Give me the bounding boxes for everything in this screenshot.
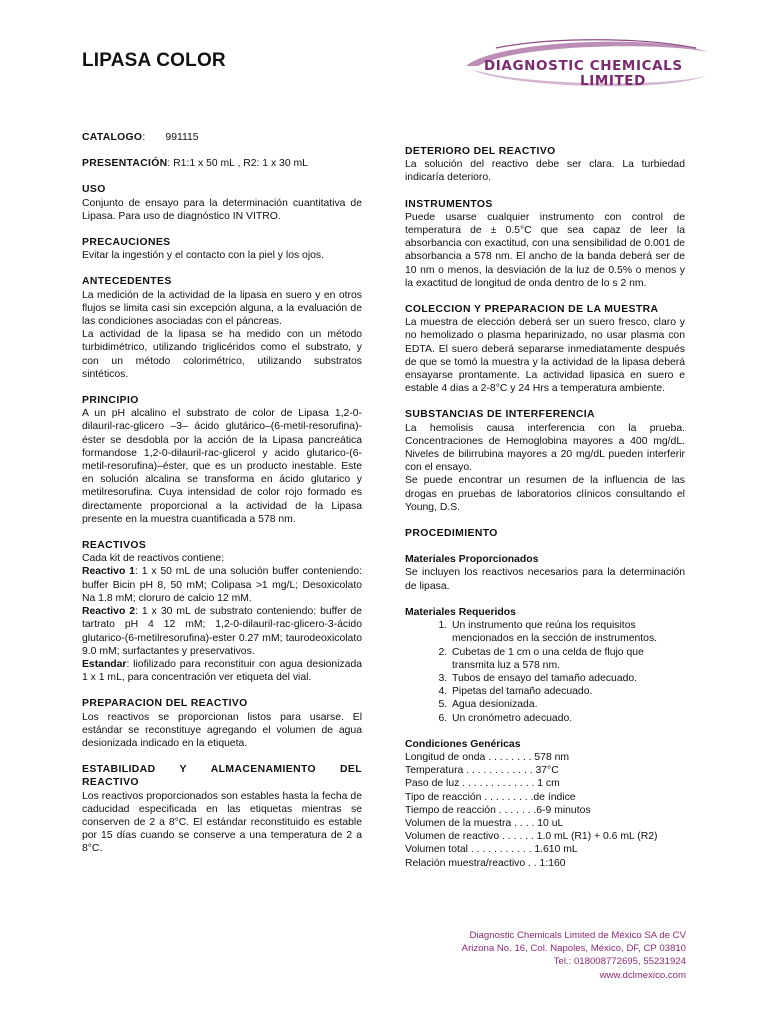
logo-text-line1: DIAGNOSTIC CHEMICALS [484, 58, 683, 74]
reactivo-2-label: Reactivo 2 [82, 606, 136, 618]
estandar-item [82, 658, 362, 684]
condition-row: Temperatura . . . . . . . . . . . . 37°C [405, 765, 559, 777]
instrumentos-text: Puede usarse cualquier instrumento con control de temperatura de ± 0.5°C que sea capaz de leer la absorbancia con exactitud, con una sensibilidad de 0.001 de absorbancia a 578 nm. El ancho de la banda deberá ser de 10 nm o menos, la desviación de la luz de 0.5% o menos y la exactitud de longitud de onda dentro de lo s 2 nm. [405, 211, 685, 289]
list-item: 2. Cubetas de 1 cm o una celda de flujo que transmita luz a 578 nm. [450, 646, 685, 672]
uso-section [82, 183, 362, 223]
estabilidad-section [82, 763, 362, 855]
principio-heading: PRINCIPIO [82, 395, 139, 407]
coleccion-section [405, 303, 685, 395]
antecedentes-section [82, 275, 362, 381]
footer-company-name: Diagnostic Chemicals Limited de México SA de CV [469, 930, 686, 941]
condition-row: Paso de luz . . . . . . . . . . . . . 1 cm [405, 778, 560, 790]
condition-row: Tipo de reacción . . . . . . . . .de índice [405, 791, 576, 803]
antecedentes-paragraph-1: La medición de la actividad de la lipasa en suero y en otros flujos se limita casi sin excepción alguna, a la evaluación de las condiciones asociadas con el páncreas. [82, 289, 362, 328]
uso-heading: USO [82, 184, 106, 196]
materiales-requeridos-heading: Materiales Requeridos [405, 606, 516, 618]
list-item: 6. Un cronómetro adecuado. [450, 712, 685, 725]
procedimiento-section [405, 527, 685, 540]
estabilidad-heading-line2: REACTIVO [82, 777, 139, 789]
coleccion-text: La muestra de elección deberá ser un suero fresco, claro y no hemolizado o plasma heparinizado, no usar plasma con EDTA. El suero deberá separarse inmediatamente después de que se tomó la muestra y la actividad de la lipasa deberá ensayarse prontamente. La actividad lipasica en suero e estable 4 dias a 2-8°C y 24 Hrs a temperatura ambiente. [405, 317, 685, 395]
estandar-text: : liofilizado para reconstituir con agua desionizada 1 x 1 mL, para concentración ver etiqueta del vial. [82, 658, 362, 684]
estandar-label: Estandar [82, 658, 127, 670]
list-item: 5. Agua desionizada. [450, 698, 685, 711]
reactivos-intro: Cada kit de reactivos contiene: [82, 553, 225, 565]
catalogo-value: 991115 [165, 132, 199, 143]
condition-row: Volumen de la muestra . . . . 10 uL [405, 817, 564, 829]
presentacion-line [82, 157, 362, 170]
reactivos-heading: REACTIVOS [82, 540, 147, 552]
procedimiento-heading: PROCEDIMIENTO [405, 528, 498, 540]
left-column [82, 131, 362, 869]
right-column [405, 145, 685, 883]
footer-website-link[interactable]: www.dclmexico.com [599, 969, 686, 981]
condition-row: Volumen de reactivo . . . . . . 1.0 mL (R1) + 0.6 mL (R2) [405, 831, 658, 843]
precauciones-section [82, 236, 362, 262]
presentacion-label: PRESENTACIÓN [82, 158, 168, 170]
interferencia-paragraph-2: Se puede encontrar un resumen de la influencia de las drogas en pruebas de laboratorios clínicos consultando el Young, D.S. [405, 475, 685, 513]
reactivos-section [82, 539, 362, 684]
materiales-proporcionados-section [405, 553, 685, 593]
catalogo-line [82, 131, 362, 144]
reactivo-1-text: : 1 x 50 mL de una solución buffer conteniendo: buffer Bicin pH 8, 50 mM; Colipasa >1 mg/L; Desoxicolato Na 1.8 mM; cloruro de calcio 12 mM. [82, 566, 362, 604]
interferencia-heading: SUBSTANCIAS DE INTERFERENCIA [405, 409, 595, 421]
condition-row: Longitud de onda . . . . . . . . 578 nm [405, 751, 570, 763]
estabilidad-heading [82, 763, 362, 776]
instrumentos-heading: INSTRUMENTOS [405, 198, 493, 210]
preparacion-section [82, 697, 362, 750]
estabilidad-heading-word: Y [179, 764, 187, 776]
reactivo-1-label: Reactivo 1 [82, 566, 135, 578]
antecedentes-paragraph-2: La actividad de la lipasa se ha medido con un método turbidimétrico, utilizando triglicéridos como el substrato, y con un método colorimétrico, utilizando substratos sintéticos. [82, 329, 362, 380]
precauciones-text: Evitar la ingestión y el contacto con la piel y los ojos. [82, 250, 324, 262]
antecedentes-heading: ANTECEDENTES [82, 276, 172, 288]
condiciones-heading: Condiciones Genéricas [405, 738, 521, 750]
reactivo-2-item [82, 605, 362, 658]
footer-address: Arizona No. 16, Col. Napoles, México, DF, CP 03810 [461, 943, 686, 955]
uso-text: Conjunto de ensayo para la determinación cuantitativa de Lipasa. Para uso de diagnóstico IN VITRO. [82, 197, 362, 222]
precauciones-heading: PRECAUCIONES [82, 237, 171, 249]
list-item: 3. Tubos de ensayo del tamaño adecuado. [450, 672, 685, 685]
materiales-proporcionados-heading: Materiales Proporcionados [405, 554, 539, 566]
list-item: 4. Pipetas del tamaño adecuado. [450, 685, 685, 698]
logo-text-line2: LIMITED [580, 73, 646, 89]
company-logo [456, 36, 716, 96]
reactivo-1-item [82, 565, 362, 605]
condiciones-section [405, 738, 685, 870]
estabilidad-heading-word: ALMACENAMIENTO [210, 764, 317, 776]
coleccion-heading: COLECCION Y PREPARACION DE LA MUESTRA [405, 304, 659, 316]
estabilidad-heading-word: ESTABILIDAD [82, 764, 156, 776]
condition-row: Tiempo de reacción . . . . . . .6-9 minutos [405, 804, 591, 816]
deterioro-section [405, 145, 685, 185]
materiales-proporcionados-text: Se incluyen los reactivos necesarios para la determinación de lipasa. [405, 567, 685, 592]
materiales-requeridos-list [405, 619, 685, 725]
materiales-requeridos-section [405, 606, 685, 725]
estabilidad-heading-word: DEL [340, 764, 362, 776]
footer-phone: Tel.: 018008772695, 55231924 [553, 956, 686, 968]
interferencia-paragraph-1: La hemolisis causa interferencia con la prueba. Concentraciones de Hemoglobina mayores a 400 mg/dL. Niveles de bilirrubina mayores a 20 mg/dL pueden interferir con el ensayo. [405, 422, 685, 474]
interferencia-section [405, 408, 685, 514]
condition-row: Relación muestra/reactivo . . 1:160 [405, 857, 566, 869]
condition-row: Volumen total . . . . . . . . . . . 1.610 mL [405, 844, 578, 856]
preparacion-text: Los reactivos se proporcionan listos para usarse. El estándar se reconstituye agregando el volumen de agua desionizada indicado en la etiqueta. [82, 711, 362, 749]
presentacion-value: : R1:1 x 50 mL , R2: 1 x 30 mL [167, 158, 308, 170]
estabilidad-text: Los reactivos proporcionados son estables hasta la fecha de caducidad especificada en las etiquetas mientras se conserven de 2 a 8°C. El estándar reconstituido es estable por 15 días cuando se conserve a una temperatura de 2 a 8°C. [82, 790, 362, 855]
deterioro-heading: DETERIORO DEL REACTIVO [405, 146, 556, 157]
catalogo-colon: : [142, 132, 166, 143]
catalogo-label: CATALOGO [82, 132, 143, 143]
company-footer [462, 929, 686, 982]
instrumentos-section [405, 198, 685, 290]
reactivo-2-text: : 1 x 30 mL de substrato conteniendo: buffer de tartrato pH 4 12 mM; 1,2-0-dilauril-rac-glicero-3-ácido glutarico-(6-metilresorufina)-ester 0.27 mM; taurodeoxicolato 9.0 mM; surfactantes y preservativos. [82, 606, 362, 657]
document-title: LIPASA COLOR [82, 50, 226, 71]
principio-text: A un pH alcalino el substrato de color de Lipasa 1,2-0-dilauril-rac-glicero –3– ácido glutárico–(6-metil-resorufina)-éster se desdobla por la acción de la Lipasa pancreática formandose 1,2-0-dilauril-rac-glicerol y acido glutarico-(6-metil-resorufina)–éster, que es un producto inestable. Este en solución alcalina se transforma en ácido glutarico y metilresorufina. Cuya intensidad de color rojo formado es directamente proporcional a la actividad de la Lipasa presente en la muestra cuantificada a 578 nm. [82, 408, 362, 525]
preparacion-heading: PREPARACION DEL REACTIVO [82, 698, 248, 710]
principio-section [82, 394, 362, 526]
deterioro-text: La solución del reactivo debe ser clara. La turbiedad indicaría deterioro. [405, 159, 685, 184]
list-item: 1. Un instrumento que reúna los requisitos mencionados en la sección de instrumentos. [450, 619, 685, 645]
